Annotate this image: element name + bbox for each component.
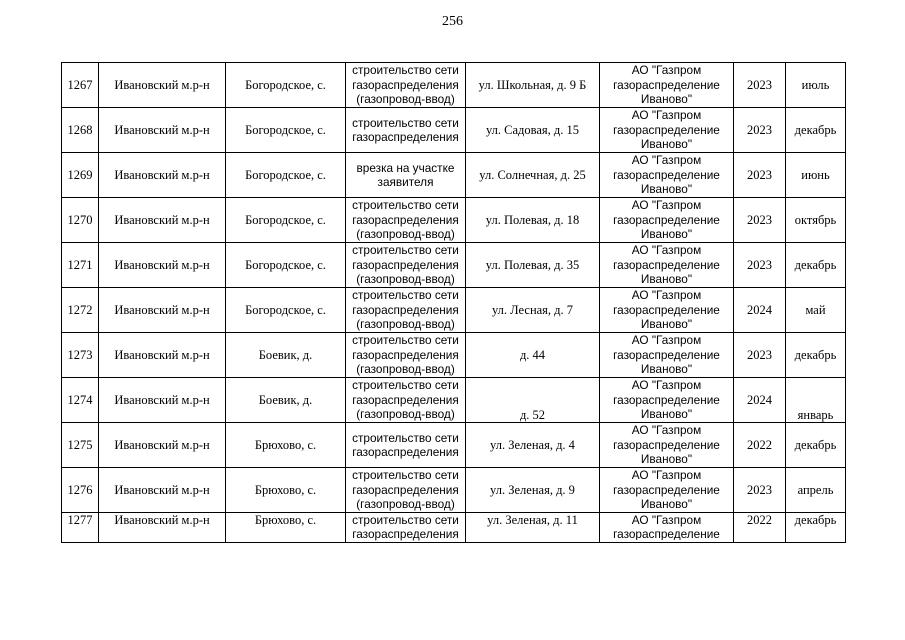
address-cell: д. 44 — [466, 333, 600, 378]
org-line: газораспределение — [613, 122, 720, 137]
work-line: (газопровод-ввод) — [356, 407, 455, 422]
org-line: Иваново" — [640, 452, 693, 467]
work-type-cell — [346, 288, 466, 333]
organization-cell — [600, 468, 734, 513]
month-cell: декабрь — [786, 513, 846, 543]
month-cell: апрель — [786, 468, 846, 513]
org-line: Иваново" — [640, 407, 693, 422]
org-line: Иваново" — [640, 317, 693, 332]
table-row — [62, 243, 846, 288]
settlement-cell: Богородское, с. — [226, 63, 346, 108]
district-cell: Ивановский м.р-н — [99, 423, 226, 468]
work-line: строительство сети — [352, 243, 459, 258]
year-cell: 2023 — [734, 198, 786, 243]
work-line: строительство сети — [352, 115, 459, 130]
table-row — [62, 423, 846, 468]
work-line: (газопровод-ввод) — [356, 272, 455, 287]
work-type-cell — [346, 378, 466, 423]
work-type-cell — [346, 108, 466, 153]
row-number: 1276 — [62, 468, 99, 513]
row-number: 1271 — [62, 243, 99, 288]
org-line: АО "Газпром — [631, 288, 702, 303]
org-line: Иваново" — [640, 497, 693, 512]
row-number: 1273 — [62, 333, 99, 378]
work-line: (газопровод-ввод) — [356, 227, 455, 242]
org-line: АО "Газпром — [631, 333, 702, 348]
table-row — [62, 108, 846, 153]
org-line: АО "Газпром — [631, 378, 702, 393]
settlement-cell: Брюхово, с. — [226, 513, 346, 543]
work-type-cell — [346, 198, 466, 243]
work-type-cell — [346, 423, 466, 468]
work-line: строительство сети — [352, 513, 459, 527]
work-line: газораспределения — [352, 527, 459, 542]
month-cell: январь — [786, 378, 846, 423]
org-line: АО "Газпром — [631, 423, 702, 438]
org-line: АО "Газпром — [631, 153, 702, 168]
organization-cell — [600, 513, 734, 543]
year-cell: 2023 — [734, 468, 786, 513]
org-line: АО "Газпром — [631, 63, 702, 78]
row-number: 1272 — [62, 288, 99, 333]
settlement-cell: Богородское, с. — [226, 288, 346, 333]
year-cell: 2022 — [734, 423, 786, 468]
year-cell: 2024 — [734, 378, 786, 423]
row-number: 1269 — [62, 153, 99, 198]
month-cell: декабрь — [786, 423, 846, 468]
work-line: газораспределения — [352, 482, 459, 497]
org-line: Иваново" — [640, 182, 693, 197]
org-line: газораспределение — [613, 257, 720, 272]
org-line: газораспределение — [613, 482, 720, 497]
table-row — [62, 333, 846, 378]
month-cell: декабрь — [786, 108, 846, 153]
address-cell: ул. Зеленая, д. 11 — [466, 513, 600, 543]
work-line: строительство сети — [352, 288, 459, 303]
row-number: 1275 — [62, 423, 99, 468]
org-line: Иваново" — [640, 92, 693, 107]
settlement-cell: Богородское, с. — [226, 243, 346, 288]
district-cell: Ивановский м.р-н — [99, 468, 226, 513]
row-number: 1267 — [62, 63, 99, 108]
org-line: газораспределение — [613, 527, 720, 540]
year-cell: 2023 — [734, 108, 786, 153]
work-line: строительство сети — [352, 333, 459, 348]
org-line: газораспределение — [613, 77, 720, 92]
work-line: строительство сети — [352, 468, 459, 483]
table-body — [62, 63, 846, 543]
work-line: газораспределения — [352, 257, 459, 272]
address-cell: ул. Зеленая, д. 9 — [466, 468, 600, 513]
table-row — [62, 513, 846, 543]
year-cell: 2024 — [734, 288, 786, 333]
address-cell: ул. Лесная, д. 7 — [466, 288, 600, 333]
work-line: врезка на участке — [356, 160, 455, 175]
settlement-cell: Боевик, д. — [226, 333, 346, 378]
row-number: 1268 — [62, 108, 99, 153]
work-line: строительство сети — [352, 378, 459, 393]
address-cell: ул. Полевая, д. 18 — [466, 198, 600, 243]
work-type-cell — [346, 153, 466, 198]
year-cell: 2023 — [734, 153, 786, 198]
org-line: АО "Газпром — [631, 513, 702, 527]
org-line: Иваново" — [640, 362, 693, 377]
org-line: АО "Газпром — [631, 108, 702, 123]
settlement-cell: Брюхово, с. — [226, 423, 346, 468]
address-cell: ул. Солнечная, д. 25 — [466, 153, 600, 198]
gas-connection-table — [61, 62, 846, 543]
year-cell: 2022 — [734, 513, 786, 543]
district-cell: Ивановский м.р-н — [99, 198, 226, 243]
work-line: строительство сети — [352, 198, 459, 213]
district-cell: Ивановский м.р-н — [99, 513, 226, 543]
table-row — [62, 198, 846, 243]
table-row — [62, 153, 846, 198]
year-cell: 2023 — [734, 333, 786, 378]
settlement-cell: Богородское, с. — [226, 108, 346, 153]
table-row — [62, 288, 846, 333]
work-line: газораспределения — [352, 445, 459, 459]
organization-cell — [600, 243, 734, 288]
org-line: газораспределение — [613, 437, 720, 452]
work-type-cell — [346, 513, 466, 543]
organization-cell — [600, 288, 734, 333]
district-cell: Ивановский м.р-н — [99, 108, 226, 153]
work-type-cell — [346, 468, 466, 513]
table-row — [62, 63, 846, 108]
work-type-cell — [346, 243, 466, 288]
organization-cell — [600, 333, 734, 378]
address-cell: ул. Школьная, д. 9 Б — [466, 63, 600, 108]
org-line: Иваново" — [640, 272, 693, 287]
organization-cell — [600, 378, 734, 423]
district-cell: Ивановский м.р-н — [99, 243, 226, 288]
table-row — [62, 378, 846, 423]
org-line: АО "Газпром — [631, 198, 702, 213]
work-type-cell — [346, 63, 466, 108]
year-cell: 2023 — [734, 243, 786, 288]
org-line: газораспределение — [613, 392, 720, 407]
district-cell: Ивановский м.р-н — [99, 63, 226, 108]
org-line: Иваново" — [640, 137, 693, 152]
work-line: газораспределения — [352, 130, 459, 144]
work-line: газораспределения — [352, 302, 459, 317]
month-cell: июль — [786, 63, 846, 108]
month-cell: октябрь — [786, 198, 846, 243]
table-row — [62, 468, 846, 513]
work-line: газораспределения — [352, 392, 459, 407]
work-line: строительство сети — [352, 63, 459, 78]
district-cell: Ивановский м.р-н — [99, 333, 226, 378]
organization-cell — [600, 63, 734, 108]
org-line: газораспределение — [613, 347, 720, 362]
organization-cell — [600, 198, 734, 243]
work-line: (газопровод-ввод) — [356, 362, 455, 377]
work-line: строительство сети — [352, 430, 459, 445]
settlement-cell: Брюхово, с. — [226, 468, 346, 513]
organization-cell — [600, 153, 734, 198]
organization-cell — [600, 108, 734, 153]
settlement-cell: Богородское, с. — [226, 153, 346, 198]
work-type-cell — [346, 333, 466, 378]
address-cell: ул. Полевая, д. 35 — [466, 243, 600, 288]
work-line: газораспределения — [352, 77, 459, 92]
address-cell: д. 52 — [466, 378, 600, 423]
work-line: заявителя — [377, 175, 434, 189]
organization-cell — [600, 423, 734, 468]
work-line: (газопровод-ввод) — [356, 317, 455, 332]
year-cell: 2023 — [734, 63, 786, 108]
org-line: Иваново" — [640, 227, 693, 242]
page-number: 256 — [442, 14, 463, 29]
org-line: газораспределение — [613, 167, 720, 182]
district-cell: Ивановский м.р-н — [99, 378, 226, 423]
settlement-cell: Богородское, с. — [226, 198, 346, 243]
work-line: (газопровод-ввод) — [356, 497, 455, 512]
address-cell: ул. Садовая, д. 15 — [466, 108, 600, 153]
month-cell: июнь — [786, 153, 846, 198]
district-cell: Ивановский м.р-н — [99, 153, 226, 198]
month-cell: май — [786, 288, 846, 333]
month-cell: декабрь — [786, 243, 846, 288]
row-number: 1277 — [62, 513, 99, 543]
org-line: газораспределение — [613, 212, 720, 227]
row-number: 1270 — [62, 198, 99, 243]
address-cell: ул. Зеленая, д. 4 — [466, 423, 600, 468]
org-line: АО "Газпром — [631, 468, 702, 483]
work-line: газораспределения — [352, 212, 459, 227]
work-line: (газопровод-ввод) — [356, 92, 455, 107]
org-line: АО "Газпром — [631, 243, 702, 258]
row-number: 1274 — [62, 378, 99, 423]
org-line: газораспределение — [613, 302, 720, 317]
settlement-cell: Боевик, д. — [226, 378, 346, 423]
district-cell: Ивановский м.р-н — [99, 288, 226, 333]
work-line: газораспределения — [352, 347, 459, 362]
month-cell: декабрь — [786, 333, 846, 378]
